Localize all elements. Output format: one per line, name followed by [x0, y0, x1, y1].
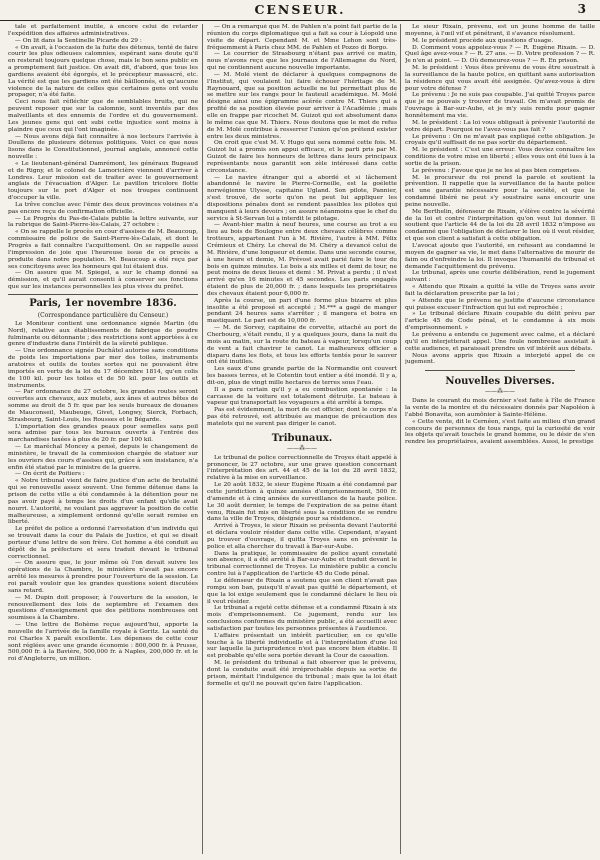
column-2: [207, 24, 397, 854]
paragraph: Le prévenu : On ne m'avait pas expliqué cette obligation. Je croyais qu'il suffisait de ne pas sortir du département.: [405, 133, 595, 147]
ornament-divider: ——⁂——: [485, 388, 515, 396]
paragraph: Il a paru certain qu'il y a eu combustion spontanée : la carcasse de la voiture est totalement détruite. Le bateau à vapeur qui transportait les voyageurs a été arrêté à temps.: [207, 386, 397, 407]
paragraph: — M. Molé vient de déclarer à quelques compagnons de l'Institut, qui voulaient lui faire échouer l'héritage de M. Raynouard, que sa position actuelle ne lui permettait plus de se mettre sur les rangs pour le fauteuil académique. M. Molé désigne ainsi une épigramme acérée contre M. Thiers qui a profité de sa position élevée pour arriver à l'Académie ; mais elle en frappe par ricochet M. Guizot qui est absolument dans le même cas que M. Thiers. Nous doutons que le mot de refus de M. Molé contribue à resserrer l'union qu'on prétend exister entre les deux ministres.: [207, 71, 397, 140]
section-title-nouvelles: Nouvelles Diverses.: [445, 376, 555, 388]
paragraph: Pas est évidemment, la mort de cet officier, dont le corps n'a pas été retrouvé, est attribuée au manque de précaution des matelots qui ne surent pas diriger le canot.: [207, 407, 397, 427]
paragraph: — On assure que, le jour même où l'on devait suivre les opérations de la Chambre, le ministère n'avait pas encore arrêté les mesures à prendre pour l'ouverture de la session. Le roi paraît vouloir que les grandes questions soient discutées sans retard.: [8, 560, 198, 594]
paragraph: L'importation des grandes peaux pour semelles sans poil sera admise par tous les bureaux ouverts à l'entrée des marchandises taxées à plus de 20 fr. par 100 kil.: [8, 423, 198, 444]
paragraph: — Le courrier de Strasbourg n'étant pas arrivé ce matin, nous n'avons reçu que les journaux de l'Allemagne du Nord, qui ne contiennent aucune nouvelle importante.: [207, 51, 397, 72]
paragraph: Le prévenu : J'avoue que je ne les ai pas bien comprises.: [412, 167, 582, 174]
paragraph: « Cette vente, dit le Cernéen, s'est faite au milieu d'un grand concours de personnes de tous rangs, qui la curiosité de voir les objets qu'avait touchés le grand homme, ou le désir de s'en rendre les propriétaires, avaient assemblées. Aussi, le prestige: [405, 418, 595, 446]
paragraph: Nous avons appris que Rixain a interjeté appel de ce jugement.: [405, 352, 595, 366]
paragraph: Les eaux d'une grande partie de la Normandie ont couvert les basses terres, et le Cotentin tout entier a été inondé. Il y a, dit-on, plus de vingt mille hectares de terres sous l'eau.: [207, 366, 397, 386]
paragraph: Le défenseur de Rixain a soutenu que son client n'avait pas rompu son ban, puisqu'il n'avait pas quitté le département, et que la loi exige seulement que le condamné déclare le lieu où il veut résider.: [207, 577, 397, 605]
paragraph: Le tribunal, après une courte délibération, rend le jugement suivant :: [405, 270, 595, 284]
paragraph: Le sieur Rixain, prévenu, est un jeune homme de taille moyenne, à l'œil vif et pénétrant, il s'avance résolument.: [405, 24, 595, 37]
paragraph: Dans la pratique, le commissaire de police ayant constaté son absence, il a été arrêté à Bar-sur-Aube et traduit devant le tribunal correctionnel de Troyes. Le ministère public a conclu contre lui à l'application de l'article 45 du Code pénal.: [207, 550, 397, 578]
paragraph: « Notre tribunal vient de faire justice d'un acte de brutalité qui se renouvelle assez souvent. Une femme détenue dans la prison de cette ville a été condamnée à la détention pour ne pas avoir payé à temps les droits d'un enfant qu'elle avait nourri. L'autorité, ne voulant pas aggraver la position de cette malheureuse, a simplement ordonné qu'elle serait remise en liberté.: [8, 478, 198, 526]
paragraph: L'avocat ajoute que l'autorité, en refusant au condamné le moyen de gagner sa vie, le met dans l'alternative de mourir de faim ou d'enfreindre la loi. Il invoque l'humanité du tribunal et demande l'acquittement du prévenu.: [405, 243, 595, 270]
paragraph: » Attendu que le prévenu ne justifie d'aucune circonstance qui puisse excuser l'infraction qui lui est reprochée ;: [405, 297, 595, 311]
paragraph: — Par ordonnance du 27 octobre, les grandes routes seront ouvertes aux chevaux, aux mulets, aux ânes et autres bêtes de somme au droit de 5 fr. que par les seuls bureaux de douanes de Mauconseil, Maubeuge, Givet, Longwy, Sierck, Forbach, Strasbourg, Saint-Louis, les Rousses et le Bégarde.: [8, 389, 198, 423]
paragraph: M. le président : La loi vous obligeait à prévenir l'autorité de votre départ. Pourquoi ne l'avez-vous pas fait ?: [405, 119, 595, 133]
paragraph: — Le maréchal Moncey a pensé, depuis le changement de ministère, le travail de la commission chargée de statuer sur les ouvriers des cours d'assises qui, grâce à son insistance, n'a enfin été statué par le ministre de la guerre.: [8, 444, 198, 471]
paragraph: Le Moniteur contient une ordonnance signée Martin (du Nord), relative aux établissements de fabrique de poudre fulminante ou détonnante ; des restrictions sont apportées à ce genre d'industrie dans l'intérêt de la sûreté publique.: [8, 320, 198, 348]
section-separator: [425, 370, 575, 371]
page-header: [0, 0, 600, 21]
column-divider: [400, 24, 401, 854]
paragraph: M. le président : C'est une erreur. Vous deviez connaître les conditions de votre mise en liberté ; elles vous ont été lues à la sortie de la prison.: [405, 147, 595, 167]
column-3-body: [405, 24, 595, 366]
paragraph: — On assure que M. Spiegel, a sur le champ donné sa démission, et qu'il aurait consenti à conserver ses fonctions que sur les instances personnelles les plus vives du préfet.: [8, 270, 198, 291]
paragraph: D. Comment vous appelez-vous ? — R. Eugène Rixain. — D. Quel âge avez-vous ? — R. 27 ans. — D. Votre profession ? — R. Je n'en ai point. — D. Où demeurez-vous ? — R. En prison.: [405, 44, 595, 65]
correspondence-subtitle: (Correspondance particulière du Censeur.): [37, 311, 169, 319]
paragraph: « Le lieutenant-général Damrémont, les généraux Bugeaud et de Rigny, et le colonel de Lamoricière viennent d'arriver à Londres. Leur mission est de traiter avec le gouvernement anglais de l'évacuation d'Alger. Le pavillon tricolore flotte toujours sur le port d'Alger et nos troupes continuent d'occuper la ville.: [8, 160, 198, 202]
paragraph: — M. de Sorvey, capitaine de corvette, attaché au port de Cherbourg, s'était rendu, il y a quelques jours, dans la nuit du mois au matin, sur la route du bateau à vapeur, lorsqu'un coup de vent a fait chavirer le canot. Le malheureux officier a disparu dans les flots, et tous les efforts tentés pour le sauver ont été inutiles.: [207, 325, 397, 366]
paragraph: — Nous avons déjà fait connaître à nos lecteurs l'arrivée à Doullens de plusieurs détenus politiques. Voici ce que nous lisons dans le Constitutionnel, journal anglais, annoncé cette nouvelle :: [8, 133, 198, 161]
paragraph: M. le président du tribunal a fait observer que le prévenu, dont la conduite avait été irréprochable depuis sa sortie de prison, méritait l'indulgence du tribunal ; mais que la loi était formelle et qu'il ne pouvait qu'en faire l'application.: [207, 660, 397, 687]
tribunaux-body: [207, 455, 397, 688]
paragraph: Le préfet de police a ordonné l'arrestation d'un individu qui se trouvait dans la cour du Palais de Justice, et qui se disait porteur d'une lettre de son frère. Cet homme a été conduit au dépôt de la préfecture et sera traduit devant le tribunal correctionnel.: [8, 526, 198, 560]
paragraph: Arrivé à Troyes, le sieur Rixain se présenta devant l'autorité et déclara vouloir résider dans cette ville. Cependant, n'ayant pu trouver d'ouvrage, il quitta Troyes sans en prévenir la police et alla chercher du travail à Bar-sur-Aube.: [207, 523, 397, 550]
masthead: CENSEUR.: [254, 2, 346, 17]
ornament-divider: ——⁂——: [287, 444, 317, 452]
page-number: 3: [577, 2, 586, 16]
column-divider: [202, 24, 203, 854]
paragraph: — On écrit de Poitiers :: [15, 471, 85, 478]
column-1-body: [8, 321, 198, 663]
paragraph: L'affaire présentait un intérêt particulier, en ce qu'elle touche à la liberté individuelle et à l'interprétation d'une loi sur laquelle la jurisprudence n'est pas encore bien établie. Il est probable qu'elle sera portée devant la Cour de cassation.: [207, 632, 397, 660]
paragraph: « Attendu que Rixain a quitté la ville de Troyes sans avoir fait la déclaration prescrite par la loi ;: [405, 284, 595, 297]
paragraph: Le tribunal de police correctionnelle de Troyes était appelé à prononcer, le 27 octobre, sur une grave question concernant l'interprétation des art. 44 et 45 de la loi du 28 avril 1832, relative à la mise en surveillance.: [207, 454, 397, 482]
paragraph: « On avait, à l'occasion de la fuite des détenus, tenté de faire courir les plus odieuses calomnies, espérant sans doute qu'il en resterait toujours quelque chose, mais le bon sens public en a promptement fait justice. On avait dit, d'abord, que tous les gardiens avaient été égorgés, et le précepteur massacré, etc. La vérité est que les gardiens ont été bâillonnés, et qu'aucune violence de la nature de celles que certaines gens ont voulu propager, n'a été faite.: [8, 44, 198, 99]
paragraph: — Une ordonnance signée Duchâtel autorise sans conditions de poids les importations par mer des toiles, instruments aratoires et outils de toutes sortes qui ne pouvaient être importés en vertu de la loi du 17 décembre 1814, qu'en colis de 100 kil. pour les toiles et de 50 kil. pour les outils et instruments.: [8, 348, 198, 389]
paragraph: Le prévenu : Je ne suis pas coupable. J'ai quitté Troyes parce que je ne pouvais y trouver de travail. On m'avait promis de l'ouvrage à Bar-sur-Aube, et je m'y suis rendu pour gagner honnêtement ma vie.: [405, 92, 595, 119]
paragraph: Le prévenu a entendu ce jugement avec calme, et a déclaré qu'il en interjetterait appel. Une foule nombreuse assistait à cette audience, et paraissait prendre un vif intérêt aux débats.: [405, 331, 595, 352]
section-title-tribunaux: Tribunaux.: [271, 432, 333, 444]
column-1: [8, 24, 198, 854]
paragraph: Le tribunal a rejeté cette défense et a condamné Rixain à six mois d'emprisonnement. Ce jugement, rendu sur les conclusions conformes du ministère public, a été accueilli avec satisfaction par toutes les personnes présentes à l'audience.: [207, 605, 397, 632]
paragraph: M. le président procède aux questions d'usage.: [412, 37, 554, 44]
paragraph: M. le procureur du roi prend la parole et soutient la prévention. Il rappelle que la surveillance de la haute police est une garantie nécessaire pour la société, et que le condamné libéré ne peut s'y soustraire sans encourir une peine nouvelle.: [405, 174, 595, 208]
paragraph: — On a remarqué que M. de Pahlen n'a point fait partie de la réunion du corps diplomatique qui a fait sa cour à Léopold une visite de départ. Cependant M. et Mme Lehon sont très-fréquemment à Paris chez MM. de Pahlen et Pozzo di Borgo.: [207, 24, 397, 51]
paragraph: M. le président : Vous êtes prévenu de vous être soustrait à la surveillance de la haute police, en quittant sans autorisation la résidence qui vous avait été assignée. Qu'avez-vous à dire pour votre défense ?: [405, 65, 595, 92]
paragraph: » Le tribunal déclare Rixain coupable du délit prévu par l'article 45 du Code pénal, et le condamne à six mois d'emprisonnement. »: [405, 311, 595, 332]
nouvelles-body: [405, 398, 595, 446]
dateline: Paris, 1er novembre 1836.: [8, 294, 198, 310]
paragraph: Le 20 août 1832, le sieur Eugène Rixain a été condamné par cette juridiction à quinze années d'emprisonnement, 500 fr. d'amende et à cinq années de surveillance de la haute police. Le 30 août dernier, le temps de l'expiration de sa peine étant venu, Rixain fut mis en liberté sous la condition de se rendre dans la ville de Troyes, désignée pour sa résidence.: [207, 482, 397, 523]
column-3: [405, 24, 595, 854]
paragraph: Me Berthelin, défenseur de Rixain, s'élève contre la sévérité de la loi et contre l'interprétation qu'on veut lui donner. Il soutient que l'article 44 de la loi du 28 avril 1832 n'impose au condamné que l'obligation de déclarer le lieu où il veut résider, et que son client a satisfait à cette obligation.: [405, 208, 595, 243]
paragraph: — Avant-hier matin à neuf heures, une course au trot a eu lieu au bois de Boulogne entre deux chevaux célèbres comme trotteurs, appartenant l'un à M. Rivière, l'autre à MM. Félix Crémieux et Chéry. Le cheval de M. Chéry a devancé celui de M. Rivière, d'une longueur et demie. Dans une seconde course, à une heure et demie, M. Prévost avait parié faire le tour du bois en quinze minutes. Le bois a six milles et demi de tour, ne peut moins de deux lieues et demi : M. Privat a perdu ; il n'est arrivé qu'en 16 minutes et 45 secondes. Les paris engagés étaient de plus de 20,000 fr. ; dans lesquels les propriétaires des chevaux étaient pour 6,000 fr.: [207, 222, 397, 297]
paragraph: Ceci nous fait réfléchir que de semblables bruits, qui ne peuvent reposer que sur la calomnie, sont inventés par des malveillants et des ennemis de l'ordre et du gouvernement. Les jeunes gens qui ont subi cette injustice sont moins à plaindre que ceux qui l'ont imaginée.: [8, 99, 198, 133]
paragraph: Dans le courant du mois dernier s'est faite à l'île de France la vente de la montre et du nécessaire donnés par Napoléon à l'abbé Bonavita, son aumônier à Sainte-Hélène.: [405, 398, 595, 418]
paragraph: — M. Dupin doit proposer, à l'ouverture de la session, le renouvellement des lois de septembre et l'examen des questions d'enseignement que des pétitions nombreuses ont soumises à la Chambre.: [8, 594, 198, 622]
paragraph: « On se rappelle le procès en cour d'assises de M. Beaucoup, commissaire de police de Saint-Pierre-lès-Calais, et dont le Progrès a fait connaître l'acquittement. On se rappelle aussi l'impression de joie que l'heureuse issue de ce procès a produite dans notre population. M. Beaucoup a été reçu par ses concitoyens avec les honneurs qui lui étaient dus.: [8, 229, 198, 270]
paragraph: — Le navire étranger qui a abordé et si lâchement abandonné le navire le Pierre-Corneille, est la goélette norwégienne Ulysse, capitaine Ugland. Son pilote, Pannier, s'est trouvé, de sorte qu'on ne peut lui appliquer les dispositions pénales dont se rendent passibles les pilotes qui manquent à leurs devoirs ; on assure néanmoins que le chef du service à St-Servan lui a interdit le pilotage.: [207, 174, 397, 222]
column-2-body: [207, 24, 397, 428]
paragraph: Après la course, un pari d'une forme plus bizarre et plus insolite a été proposé et accepté ; M.*** a gagé de manger pendant 24 heures sans s'arrêter ; il mangera et boira en mastiquant. Le pari est de 10,000 fr.: [207, 297, 397, 325]
paragraph: — Le Progrès du Pas-de-Calais publie la lettre suivante, sur la rubrique de Saint-Pierre-lès-Calais, 27 octobre :: [8, 215, 198, 229]
paragraph: — Une lettre de Bohème reçue aujourd'hui, apporte la nouvelle de l'arrivée de la famille royale à Goritz. La santé du roi Charles X paraît excellente. Les dépenses de cette cour sont réglées avec une grande économie : 800,000 fr. à Prusse, 500,000 fr. à la Bavière, 500,000 fr. à Naples, 200,000 fr. et le roi d'Angleterre, un million.: [8, 622, 198, 663]
column-1-lead: [8, 24, 198, 291]
paragraph: On croit que c'est M. V. Hugo qui sera nommé cette fois. M. Guizot lui a promis son appui efficace, et le parti pris par M. Guizot de faire les honneurs de lettres dans leurs principaux représentants nous garantit son zèle intéressé dans cette circonstance.: [207, 140, 397, 174]
paragraph: La trêve conclue avec l'émir des deux provinces voisines n'a pas encore reçu de confirmation officielle.: [8, 201, 198, 215]
paragraph: tale et parfaitement inutile, à encore celui de retarder l'expédition des affaires administratives.: [8, 24, 198, 37]
paragraph: — On lit dans la Sentinelle Picarde du 29 :: [15, 37, 142, 44]
